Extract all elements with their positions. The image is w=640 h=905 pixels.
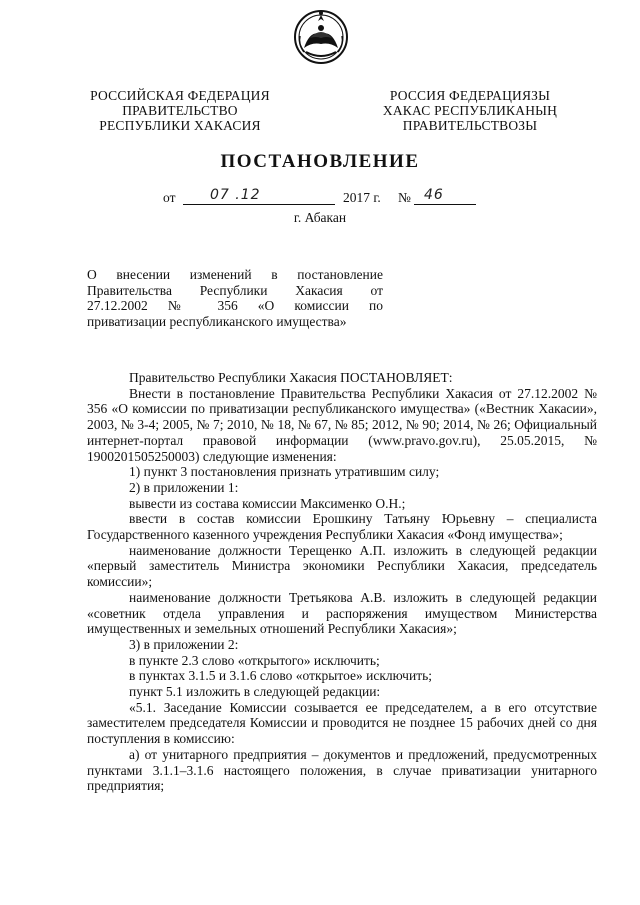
from-label: от <box>163 190 176 205</box>
number-label: № <box>398 190 411 205</box>
paragraph: Правительство Республики Хакасия ПОСТАНОВЛЯЕТ: <box>129 370 453 385</box>
paragraph: пункт 5.1 изложить в следующей редакции: <box>129 684 381 700</box>
document-body <box>87 370 597 794</box>
year-label: 2017 г. <box>343 190 381 205</box>
paragraph: наименование должности Терещенко А.П. изложить в следующей редакции «первый заместитель Министра экономики Республики Хакасия, председатель комиссии»; <box>87 542 597 590</box>
subject-line: приватизации республиканского имущества» <box>87 313 347 329</box>
city: г. Абакан <box>293 210 347 225</box>
paragraph: Внести в постановление Правительства Республики Хакасия от 27.12.2002 № 356 «О комиссии по приватизации республиканского имущества» («Вестник Хакасии», 2003, № 3-4; 2005, № 7; 2010, № 18, № 67, № 85; 2012, № 90; 2014, № 26; Официальный интернет-портал правовой информации (www.pravo.gov.ru), 25.05.2015, № 1900201505250003) следующие изменения: <box>87 385 597 464</box>
paragraph: вывести из состава комиссии Максименко О.Н.; <box>129 495 406 511</box>
subject-line: О внесении изменений в постановление <box>87 267 383 282</box>
paragraph: а) от унитарного предприятия – документов и предложений, предусмотренных пунктами 3.1.1–3.1.6 настоящего положения, в случае приватизации унитарного предприятия; <box>87 746 597 794</box>
header-right-line: РОССИЯ ФЕДЕРАЦИЯЗЫ <box>389 88 551 103</box>
header-right <box>360 88 580 133</box>
date-underline <box>183 204 335 205</box>
paragraph: ввести в состав комиссии Ерошкину Татьяну Юрьевну – специалиста Государственного казенного учреждения Республики Хакасия «Фонд имущества»; <box>87 511 597 543</box>
paragraph: наименование должности Третьякова А.В. изложить в следующей редакции «советник отдела управления и распоряжения имуществом Министерства имущественных и земельных отношений Республики Хакасия»; <box>87 589 597 637</box>
paragraph: 1) пункт 3 постановления признать утратившим силу; <box>129 464 440 480</box>
header-left-line: РЕСПУБЛИКИ ХАКАСИЯ <box>99 118 261 133</box>
handwritten-number: 46 <box>424 187 444 203</box>
subject-block <box>87 267 383 329</box>
paragraph: «5.1. Заседание Комиссии созывается ее председателем, а в его отсутствие заместителем председателя Комиссии и проводится не позднее 15 рабочих дней со дня поступления в комиссию: <box>87 699 597 747</box>
header-right-line: ХАКАС РЕСПУБЛИКАНЫҢ <box>382 103 558 118</box>
header-left-line: РОССИЙСКАЯ ФЕДЕРАЦИЯ <box>90 88 270 103</box>
header-right-line: ПРАВИТЕЛЬСТВОЗЫ <box>402 118 538 133</box>
header-left-line: ПРАВИТЕЛЬСТВО <box>122 103 238 118</box>
coat-of-arms-emblem <box>292 8 350 66</box>
paragraph: 2) в приложении 1: <box>129 479 239 495</box>
subject-line: Правительства Республики Хакасия от <box>87 282 383 298</box>
header-left <box>70 88 290 133</box>
date-line <box>0 187 640 210</box>
subject-line: 27.12.2002 № 356 «О комиссии по <box>87 298 383 313</box>
number-underline <box>414 204 476 205</box>
handwritten-date: 07 .12 <box>210 187 261 203</box>
paragraph: в пунктах 3.1.5 и 3.1.6 слово «открытое» исключить; <box>129 668 433 684</box>
paragraph: в пункте 2.3 слово «открытого» исключить; <box>129 652 380 668</box>
paragraph: 3) в приложении 2: <box>129 636 239 652</box>
document-title: ПОСТАНОВЛЕНИЕ <box>220 151 420 172</box>
